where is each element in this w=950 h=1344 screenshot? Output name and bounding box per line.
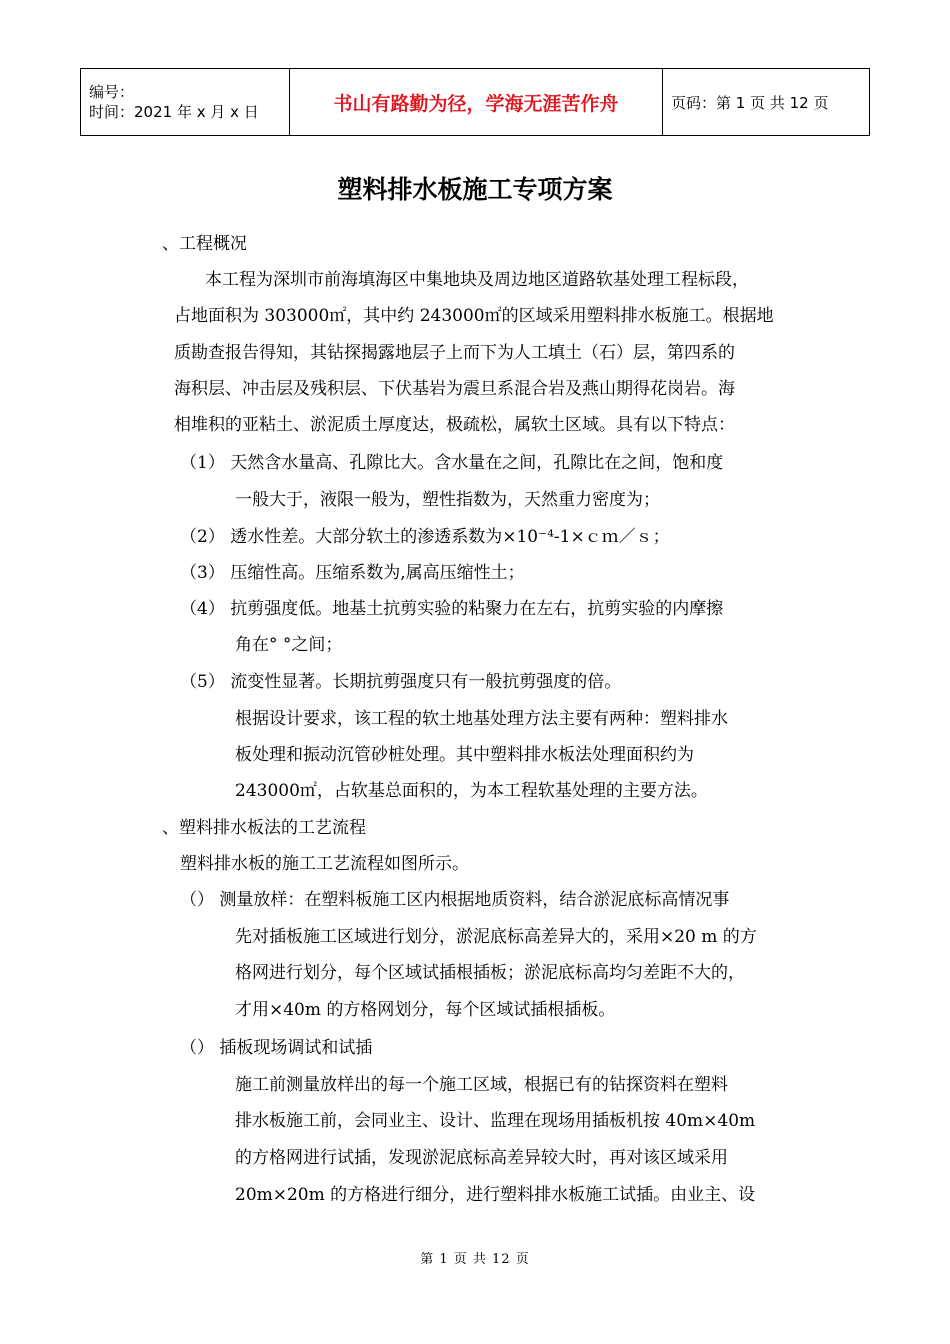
paragraph-line: 施工前测量放样出的每一个施工区域，根据已有的钻探资料在塑料 [235,1075,728,1095]
list-item-continuation: 先对插板施工区域进行划分，淤泥底标高差异大的，采用×20 m 的方 [235,927,757,947]
header-motto-cell [290,69,663,136]
document-date: 时间：2021 年 x 月 x 日 [89,103,259,121]
header-left-cell [81,69,290,136]
paragraph-line: 的方格网进行试插，发现淤泥底标高差异较大时，再对该区域采用 [235,1148,728,1168]
document-number: 编号： [89,83,135,101]
header-page-cell [663,69,870,136]
motto: 书山有路勤为径，学海无涯苦作舟 [333,92,619,115]
list-item: （4） 抗剪强度低。地基土抗剪实验的粘聚力在左右，抗剪实验的内摩擦 [180,599,724,619]
list-item: （1） 天然含水量高、孔隙比大。含水量在之间，孔隙比在之间，饱和度 [180,453,724,473]
list-item: （） 插板现场调试和试插 [180,1038,373,1058]
paragraph-line: 相堆积的亚粘土、淤泥质土厚度达，极疏松，属软土区域。具有以下特点： [174,415,735,435]
page-footer: 第 1 页 共 12 页 [420,1252,530,1267]
list-item: （） 测量放样：在塑料板施工区内根据地质资料，结合淤泥底标高情况事 [180,890,730,910]
paragraph-line: 质勘查报告得知，其钻探揭露地层子上而下为人工填土（石）层，第四系的 [174,343,735,363]
paragraph-line: 243000㎡，占软基总面积的，为本工程软基处理的主要方法。 [235,781,708,801]
list-item-continuation: 角在° °之间； [235,635,343,655]
list-item: （5） 流变性显著。长期抗剪强度只有一般抗剪强度的倍。 [180,672,622,692]
document-title: 塑料排水板施工专项方案 [337,175,613,204]
paragraph-line: 占地面积为 303000㎡，其中约 243000㎡的区域采用塑料排水板施工。根据地 [174,306,774,326]
section-heading: 、塑料排水板法的工艺流程 [162,818,366,838]
paragraph-line: 塑料排水板的施工工艺流程如图所示。 [180,854,469,874]
header-table [80,68,870,136]
page-indicator: 页码：第 1 页 共 12 页 [671,93,829,112]
paragraph-line: 20m×20m 的方格进行细分，进行塑料排水板施工试插。由业主、设 [235,1185,756,1205]
paragraph-line: 排水板施工前，会同业主、设计、监理在现场用插板机按 40m×40m [235,1111,756,1131]
list-item-continuation: 一般大于，液限一般为，塑性指数为，天然重力密度为； [235,490,660,510]
list-item-continuation: 格网进行划分，每个区域试插根插板；淤泥底标高均匀差距不大的， [235,963,745,983]
list-item-continuation: 才用×40m 的方格网划分，每个区域试插根插板。 [235,1000,616,1020]
list-item: （2） 透水性差。大部分软土的渗透系数为×10⁻⁴-1×ｃｍ／ｓ； [180,527,670,547]
paragraph-line: 海积层、冲击层及残积层、下伏基岩为震旦系混合岩及燕山期得花岗岩。海 [174,379,735,399]
paragraph-line: 本工程为深圳市前海填海区中集地块及周边地区道路软基处理工程标段， [205,270,749,290]
section-heading: 、工程概况 [162,234,247,254]
list-item: （3） 压缩性高。压缩系数为,属高压缩性土； [180,563,525,583]
paragraph-line: 板处理和振动沉管砂桩处理。其中塑料排水板法处理面积约为 [235,745,694,765]
paragraph-line: 根据设计要求，该工程的软土地基处理方法主要有两种：塑料排水 [235,709,728,729]
